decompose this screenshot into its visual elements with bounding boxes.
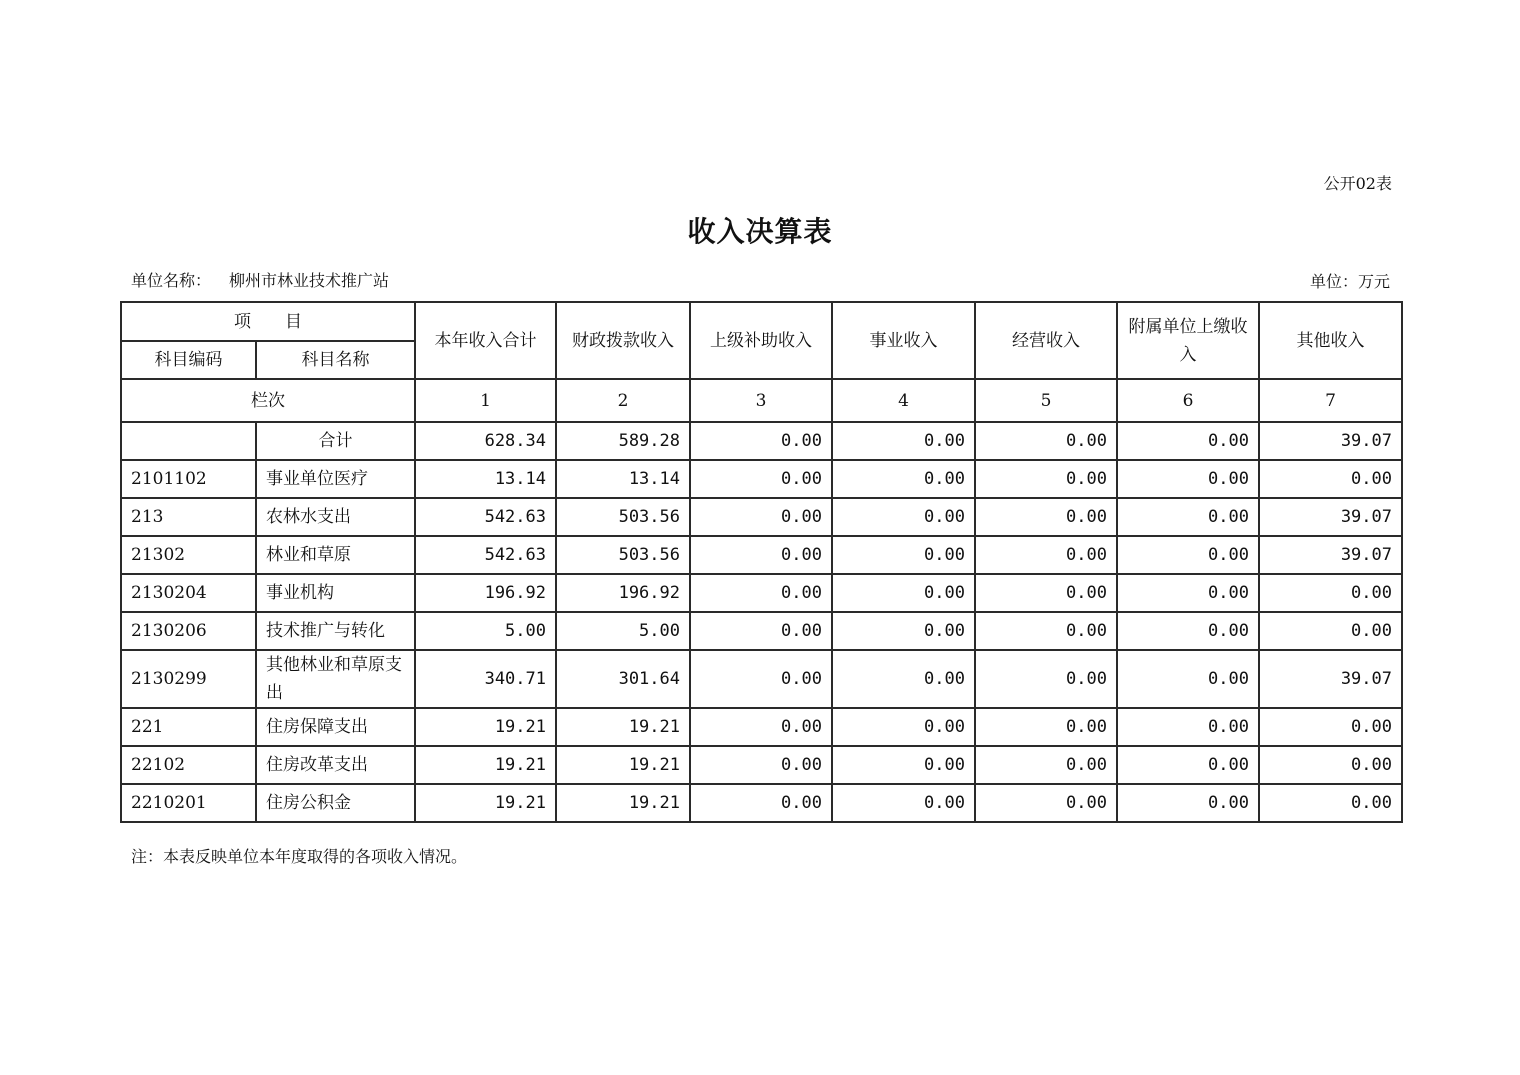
- value-cell: 19.21: [556, 784, 690, 822]
- value-cell: 39.07: [1259, 498, 1402, 536]
- item-header: 项 目: [121, 302, 415, 341]
- value-cell: 0.00: [975, 612, 1117, 650]
- subject-code: 21302: [121, 536, 256, 574]
- subject-code: 2130299: [121, 650, 256, 708]
- page-title: 收入决算表: [687, 215, 833, 248]
- subject-name: 农林水支出: [256, 498, 415, 536]
- unit-name-value: 柳州市林业技术推广站: [229, 271, 390, 290]
- col-number: 3: [690, 379, 832, 422]
- value-cell: 0.00: [1117, 460, 1259, 498]
- value-cell: 13.14: [415, 460, 556, 498]
- subject-name: 林业和草原: [256, 536, 415, 574]
- value-cell: 196.92: [415, 574, 556, 612]
- value-cell: 0.00: [1259, 612, 1402, 650]
- subject-name: 技术推广与转化: [256, 612, 415, 650]
- col-number: 5: [975, 379, 1117, 422]
- col-header-business: 事业收入: [832, 302, 975, 379]
- value-cell: 0.00: [832, 612, 975, 650]
- value-cell: 0.00: [832, 746, 975, 784]
- value-cell: 0.00: [690, 784, 832, 822]
- value-cell: 503.56: [556, 536, 690, 574]
- value-cell: 19.21: [556, 746, 690, 784]
- value-cell: 0.00: [975, 784, 1117, 822]
- value-cell: 39.07: [1259, 536, 1402, 574]
- value-cell: 0.00: [1117, 612, 1259, 650]
- value-cell: 0.00: [975, 708, 1117, 746]
- value-cell: 0.00: [690, 498, 832, 536]
- unit-name-label: 单位名称：: [131, 271, 212, 290]
- value-cell: 19.21: [415, 784, 556, 822]
- table-row: [121, 650, 1402, 708]
- table-row: [121, 708, 1402, 746]
- value-cell: 0.00: [832, 460, 975, 498]
- value-cell: 0.00: [1259, 708, 1402, 746]
- value-cell: 0.00: [1259, 460, 1402, 498]
- value-cell: 340.71: [415, 650, 556, 708]
- currency-unit: 单位：万元: [1309, 272, 1390, 291]
- value-cell: 0.00: [832, 650, 975, 708]
- value-cell: 542.63: [415, 536, 556, 574]
- value-cell: 0.00: [975, 498, 1117, 536]
- value-cell: 0.00: [832, 498, 975, 536]
- value-cell: 628.34: [415, 422, 556, 460]
- value-cell: 0.00: [690, 746, 832, 784]
- subject-code: 2130206: [121, 612, 256, 650]
- subject-code: 213: [121, 498, 256, 536]
- col-header-superior: 上级补助收入: [690, 302, 832, 379]
- value-cell: 39.07: [1259, 422, 1402, 460]
- value-cell: 589.28: [556, 422, 690, 460]
- form-number: 公开02表: [1323, 174, 1392, 193]
- value-cell: 0.00: [1117, 784, 1259, 822]
- value-cell: 0.00: [1117, 574, 1259, 612]
- col-number: 1: [415, 379, 556, 422]
- subject-name: 住房改革支出: [256, 746, 415, 784]
- col-number: 6: [1117, 379, 1259, 422]
- col-index-label: 栏次: [121, 379, 415, 422]
- value-cell: 0.00: [1259, 574, 1402, 612]
- value-cell: 0.00: [690, 708, 832, 746]
- value-cell: 0.00: [975, 422, 1117, 460]
- value-cell: 0.00: [1259, 746, 1402, 784]
- subject-name: 其他林业和草原支出: [256, 650, 415, 708]
- value-cell: 19.21: [556, 708, 690, 746]
- value-cell: 0.00: [1117, 498, 1259, 536]
- col-number: 4: [832, 379, 975, 422]
- value-cell: 0.00: [1117, 422, 1259, 460]
- subject-code: 22102: [121, 746, 256, 784]
- subject-code: 2101102: [121, 460, 256, 498]
- value-cell: 39.07: [1259, 650, 1402, 708]
- value-cell: 0.00: [975, 536, 1117, 574]
- value-cell: 5.00: [556, 612, 690, 650]
- total-code-cell: [121, 422, 256, 460]
- value-cell: 0.00: [975, 460, 1117, 498]
- value-cell: 19.21: [415, 746, 556, 784]
- value-cell: 0.00: [832, 784, 975, 822]
- value-cell: 542.63: [415, 498, 556, 536]
- value-cell: 0.00: [832, 708, 975, 746]
- value-cell: 0.00: [690, 536, 832, 574]
- table-row: [121, 746, 1402, 784]
- value-cell: 0.00: [1259, 784, 1402, 822]
- table-note: 注：本表反映单位本年度取得的各项收入情况。: [131, 847, 468, 866]
- value-cell: 0.00: [690, 460, 832, 498]
- table-row: [121, 536, 1402, 574]
- value-cell: 0.00: [690, 422, 832, 460]
- total-label: 合计: [256, 422, 415, 460]
- subject-code: 2210201: [121, 784, 256, 822]
- col-header-fiscal: 财政拨款收入: [556, 302, 690, 379]
- subject-code: 221: [121, 708, 256, 746]
- col-number: 2: [556, 379, 690, 422]
- value-cell: 0.00: [1117, 708, 1259, 746]
- value-cell: 0.00: [975, 650, 1117, 708]
- total-row: [121, 422, 1402, 460]
- value-cell: 0.00: [690, 650, 832, 708]
- value-cell: 0.00: [975, 746, 1117, 784]
- value-cell: 0.00: [690, 574, 832, 612]
- value-cell: 0.00: [1117, 746, 1259, 784]
- subject-name: 住房保障支出: [256, 708, 415, 746]
- col-number: 7: [1259, 379, 1402, 422]
- value-cell: 301.64: [556, 650, 690, 708]
- table-row: [121, 498, 1402, 536]
- table-row: [121, 574, 1402, 612]
- value-cell: 0.00: [975, 574, 1117, 612]
- value-cell: 0.00: [832, 574, 975, 612]
- subject-name: 住房公积金: [256, 784, 415, 822]
- value-cell: 503.56: [556, 498, 690, 536]
- value-cell: 19.21: [415, 708, 556, 746]
- value-cell: 196.92: [556, 574, 690, 612]
- col-header-other: 其他收入: [1259, 302, 1402, 379]
- table-row: [121, 460, 1402, 498]
- name-header: 科目名称: [256, 341, 415, 379]
- value-cell: 0.00: [832, 422, 975, 460]
- value-cell: 0.00: [832, 536, 975, 574]
- subject-name: 事业机构: [256, 574, 415, 612]
- value-cell: 0.00: [1117, 536, 1259, 574]
- subject-name: 事业单位医疗: [256, 460, 415, 498]
- code-header: 科目编码: [121, 341, 256, 379]
- table-row: [121, 784, 1402, 822]
- col-header-operating: 经营收入: [975, 302, 1117, 379]
- col-header-total: 本年收入合计: [415, 302, 556, 379]
- income-table: [120, 301, 1403, 823]
- col-header-affiliated: 附属单位上缴收入: [1117, 302, 1259, 379]
- value-cell: 0.00: [690, 612, 832, 650]
- value-cell: 5.00: [415, 612, 556, 650]
- subject-code: 2130204: [121, 574, 256, 612]
- table-row: [121, 612, 1402, 650]
- value-cell: 13.14: [556, 460, 690, 498]
- value-cell: 0.00: [1117, 650, 1259, 708]
